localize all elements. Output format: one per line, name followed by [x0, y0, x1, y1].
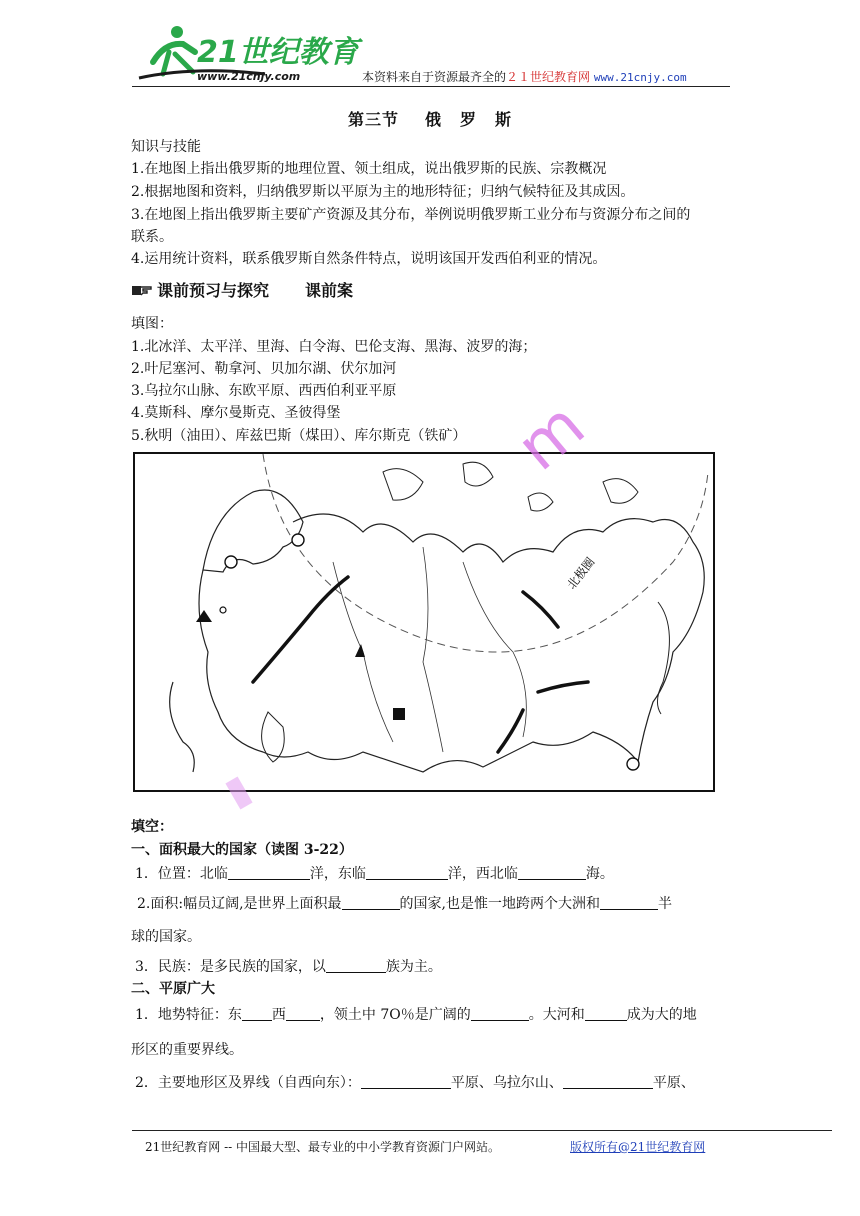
part2-q1-e: 成为大的地 — [626, 1007, 697, 1023]
part1-q3-a: 3．民族：是多民族的国家，以 — [135, 959, 326, 975]
part2-q2-a: 2．主要地形区及界线（自西向东）： — [135, 1075, 361, 1091]
page-title — [0, 107, 860, 130]
preview-heading — [131, 278, 353, 301]
blank-east-ocean[interactable] — [366, 865, 448, 880]
part2-q1-b: 西 — [271, 1007, 286, 1023]
part1-q2-cont: 球的国家。 — [131, 929, 201, 945]
fill-map-label: 填图： — [131, 316, 173, 332]
objective-1: 1.在地图上指出俄罗斯的地理位置、领土组成，说出俄罗斯的民族、宗教概况 — [131, 161, 607, 177]
part1-q3 — [135, 956, 442, 976]
title-char-3: 斯 — [495, 110, 513, 129]
preview-heading-text: 课前预习与探究 — [157, 281, 270, 300]
fill-map-item-4: 4.莫斯科、摩尔曼斯克、圣彼得堡 — [131, 405, 341, 421]
part1-q1-d: 海。 — [585, 866, 614, 882]
header-source — [362, 68, 687, 85]
part1-q2-c: 半 — [657, 896, 672, 912]
part1-q2-b: 的国家,也是惟一地跨两个大洲和 — [399, 896, 600, 912]
blank-hemisphere[interactable] — [600, 895, 658, 910]
part2-q1-cont: 形区的重要界线。 — [131, 1042, 243, 1058]
arctic-circle-label: 北极圈 — [564, 554, 598, 592]
russia-outline-map — [133, 452, 715, 792]
blank-west-terrain[interactable] — [286, 1006, 320, 1021]
footer-text: 21世纪教育网 -- 中国最大型、最专业的中小学教育资源门户网站。 — [145, 1140, 501, 1154]
blank-ethnic-group[interactable] — [326, 958, 386, 973]
watermark: m — [503, 388, 599, 486]
header-source-prefix: 本资料来自于资源最齐全的 — [362, 70, 507, 84]
blank-middle-plain[interactable] — [563, 1074, 653, 1089]
logo-url: www.21cnjy.com — [197, 70, 301, 83]
footer-copyright-link[interactable]: 版权所有@21世纪教育网 — [570, 1140, 706, 1154]
header-rule — [132, 86, 730, 87]
title-section: 第三节 — [347, 110, 399, 129]
blank-boundary[interactable] — [585, 1006, 627, 1021]
fill-map-item-1: 1.北冰洋、太平洋、里海、白令海、巴伦支海、黑海、波罗的海； — [131, 339, 537, 355]
objective-4: 4.运用统计资料，联系俄罗斯自然条件特点，说明该国开发西伯利亚的情况。 — [131, 251, 607, 267]
title-char-1: 俄 — [424, 110, 442, 129]
blank-east-terrain[interactable] — [242, 1006, 272, 1021]
fill-map-item-3: 3.乌拉尔山脉、东欧平原、西西伯利亚平原 — [131, 383, 397, 399]
footer-rule — [132, 1130, 832, 1131]
objective-2: 2.根据地图和资料，归纳俄罗斯以平原为主的地形特征；归纳气候特征及其成因。 — [131, 184, 635, 200]
part2-q1-a: 1．地势特征：东 — [135, 1007, 242, 1023]
pointing-hand-icon — [131, 283, 153, 297]
fill-map-item-2: 2.叶尼塞河、勒拿河、贝加尔湖、伏尔加河 — [131, 361, 397, 377]
blank-north-ocean[interactable] — [228, 865, 310, 880]
part2-q1 — [135, 1004, 697, 1024]
logo-21cnjy — [135, 22, 359, 84]
part1-q3-b: 族为主。 — [385, 959, 442, 975]
logo-title: 21世纪教育 — [197, 35, 359, 70]
part1-q1-b: 洋，东临 — [309, 866, 366, 882]
fill-blank-label: 填空： — [131, 819, 173, 835]
part1-q1-a: 1．位置：北临 — [135, 866, 228, 882]
part2-q2 — [135, 1072, 695, 1092]
part1-q1 — [135, 863, 614, 883]
part2-heading: 二、平原广大 — [131, 981, 215, 997]
objectives-heading: 知识与技能 — [131, 139, 201, 155]
blank-landform[interactable] — [471, 1006, 529, 1021]
part1-q2-a: 2.面积:幅员辽阔,是世界上面积最 — [137, 896, 342, 912]
objective-3-cont: 联系。 — [131, 229, 173, 245]
blank-western-plain[interactable] — [361, 1074, 451, 1089]
part2-q2-b: 平原、乌拉尔山、 — [450, 1075, 563, 1091]
blank-northwest-sea[interactable] — [518, 865, 586, 880]
title-char-2: 罗 — [460, 110, 478, 129]
header-source-brand[interactable]: ２１世纪教育网 — [506, 70, 591, 84]
part1-q2 — [137, 893, 672, 913]
fill-map-item-5: 5.秋明（油田）、库兹巴斯（煤田）、库尔斯克（铁矿） — [131, 428, 467, 444]
blank-area-rank[interactable] — [342, 895, 400, 910]
preview-heading-2: 课前案 — [305, 281, 354, 300]
part1-q1-c: 洋，西北临 — [447, 866, 518, 882]
part1-heading: 一、面积最大的国家（读图 3-22） — [131, 842, 353, 858]
part2-q1-d: 。大河和 — [528, 1007, 585, 1023]
objective-3: 3.在地图上指出俄罗斯主要矿产资源及其分布，举例说明俄罗斯工业分布与资源分布之间的 — [131, 207, 691, 223]
part2-q2-c: 平原、 — [652, 1075, 695, 1091]
part2-q1-c: ，领土中 7O％是广阔的 — [319, 1007, 471, 1023]
header-source-url[interactable]: www.21cnjy.com — [593, 71, 687, 84]
